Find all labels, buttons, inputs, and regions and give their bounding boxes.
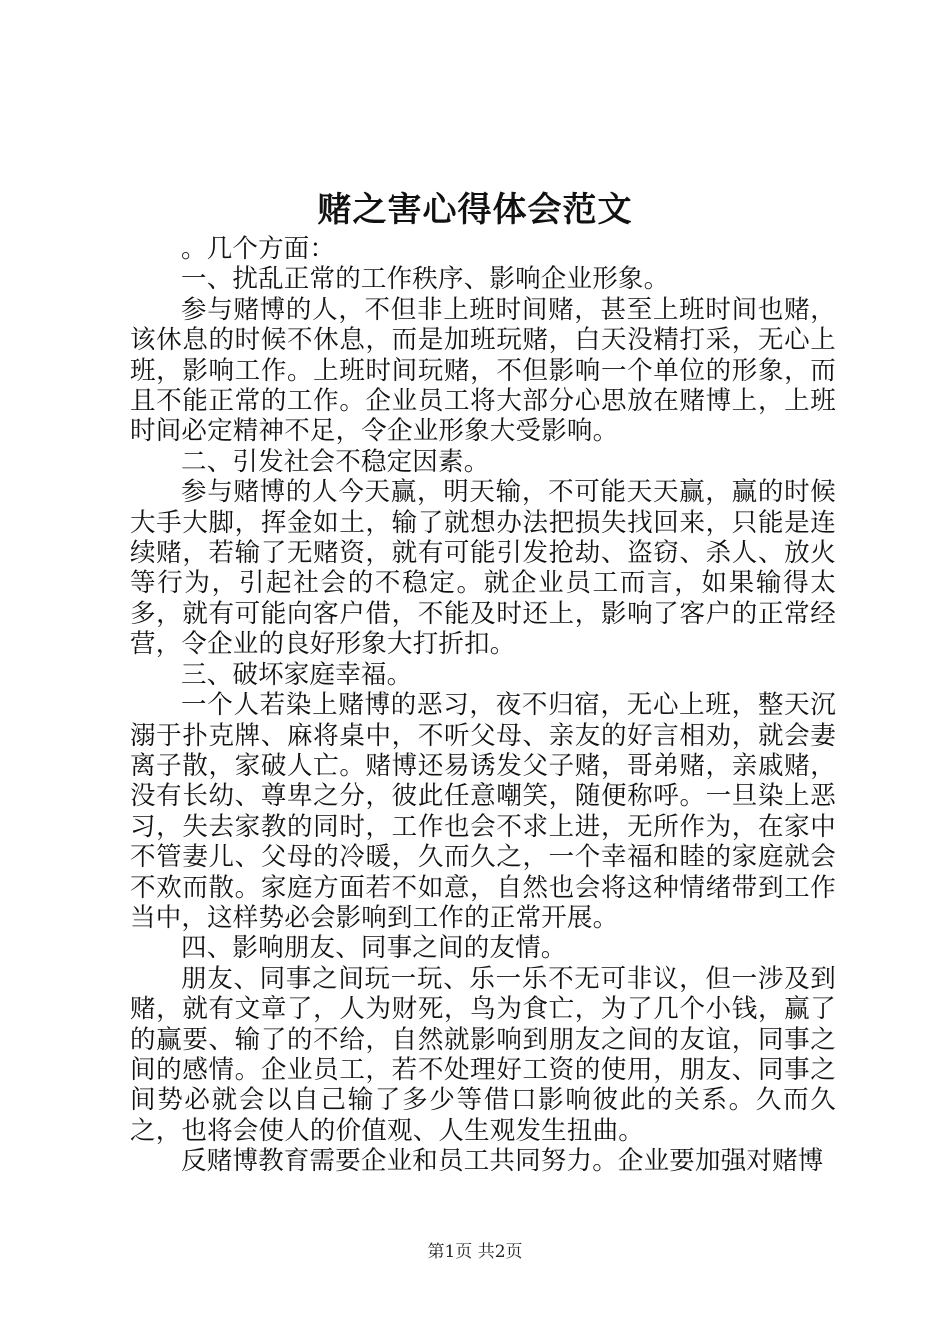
section-heading: 四、影响朋友、同事之间的友情。: [181, 933, 567, 964]
document-title: 赌之害心得体会范文: [317, 190, 633, 230]
paragraph: 一个人若染上赌博的恶习，夜不归宿，无心上班，整天沉溺于扑克牌、麻将桌中，不听父母、亲友的好言相劝，就会妻离子散，家破人亡。赌博还易诱发父子赌，哥弟赌，亲戚赌，没有长幼、尊卑之分，彼此任意嘲笑，随便称呼。一旦染上恶习，失去家教的同时，工作也会不求上进，无所作为，在家中不管妻儿、父母的冷暖，久而久之，一个幸福和睦的家庭就会不欢而散。家庭方面若不如意，自然也会将这种情绪带到工作当中，这样势必会影响到工作的正常开展。: [130, 690, 836, 933]
section-heading: 一、扰乱正常的工作秩序、影响企业形象。: [181, 264, 670, 295]
section-heading: 三、破坏家庭幸福。: [181, 659, 413, 690]
paragraph: 朋友、同事之间玩一玩、乐一乐不无可非议，但一涉及到赌，就有文章了，人为财死，鸟为食亡，为了几个小钱，赢了的赢要、输了的不给，自然就影响到朋友之间的友谊，同事之间的感情。企业员工，若不处理好工资的使用，朋友、同事之间势必就会以自己输了多少等借口影响彼此的关系。久而久之，也将会使人的价值观、人生观发生扭曲。: [130, 963, 836, 1146]
paragraph: 。几个方面：: [181, 234, 336, 264]
paragraph: 参与赌博的人今天赢，明天输，不可能天天赢，赢的时候大手大脚，挥金如土，输了就想办法把损失找回来，只能是连续赌，若输了无赌资，就有可能引发抢劫、盗窃、杀人、放火等行为，引起社会的不稳定。就企业员工而言，如果输得太多，就有可能向客户借，不能及时还上，影响了客户的正常经营，令企业的良好形象大打折扣。: [130, 477, 836, 660]
document-body: [130, 234, 836, 1177]
section-heading: 二、引发社会不稳定因素。: [181, 446, 490, 477]
paragraph: 参与赌博的人，不但非上班时间赌，甚至上班时间也赌，该休息的时候不休息，而是加班玩赌，白天没精打采，无心上班，影响工作。上班时间玩赌，不但影响一个单位的形象，而且不能正常的工作。企业员工将大部分心思放在赌博上，上班时间必定精神不足，令企业形象大受影响。: [130, 294, 836, 447]
page-footer: 第1页 共2页: [427, 1242, 523, 1262]
paragraph: 反赌博教育需要企业和员工共同努力。企业要加强对赌博: [181, 1146, 824, 1177]
